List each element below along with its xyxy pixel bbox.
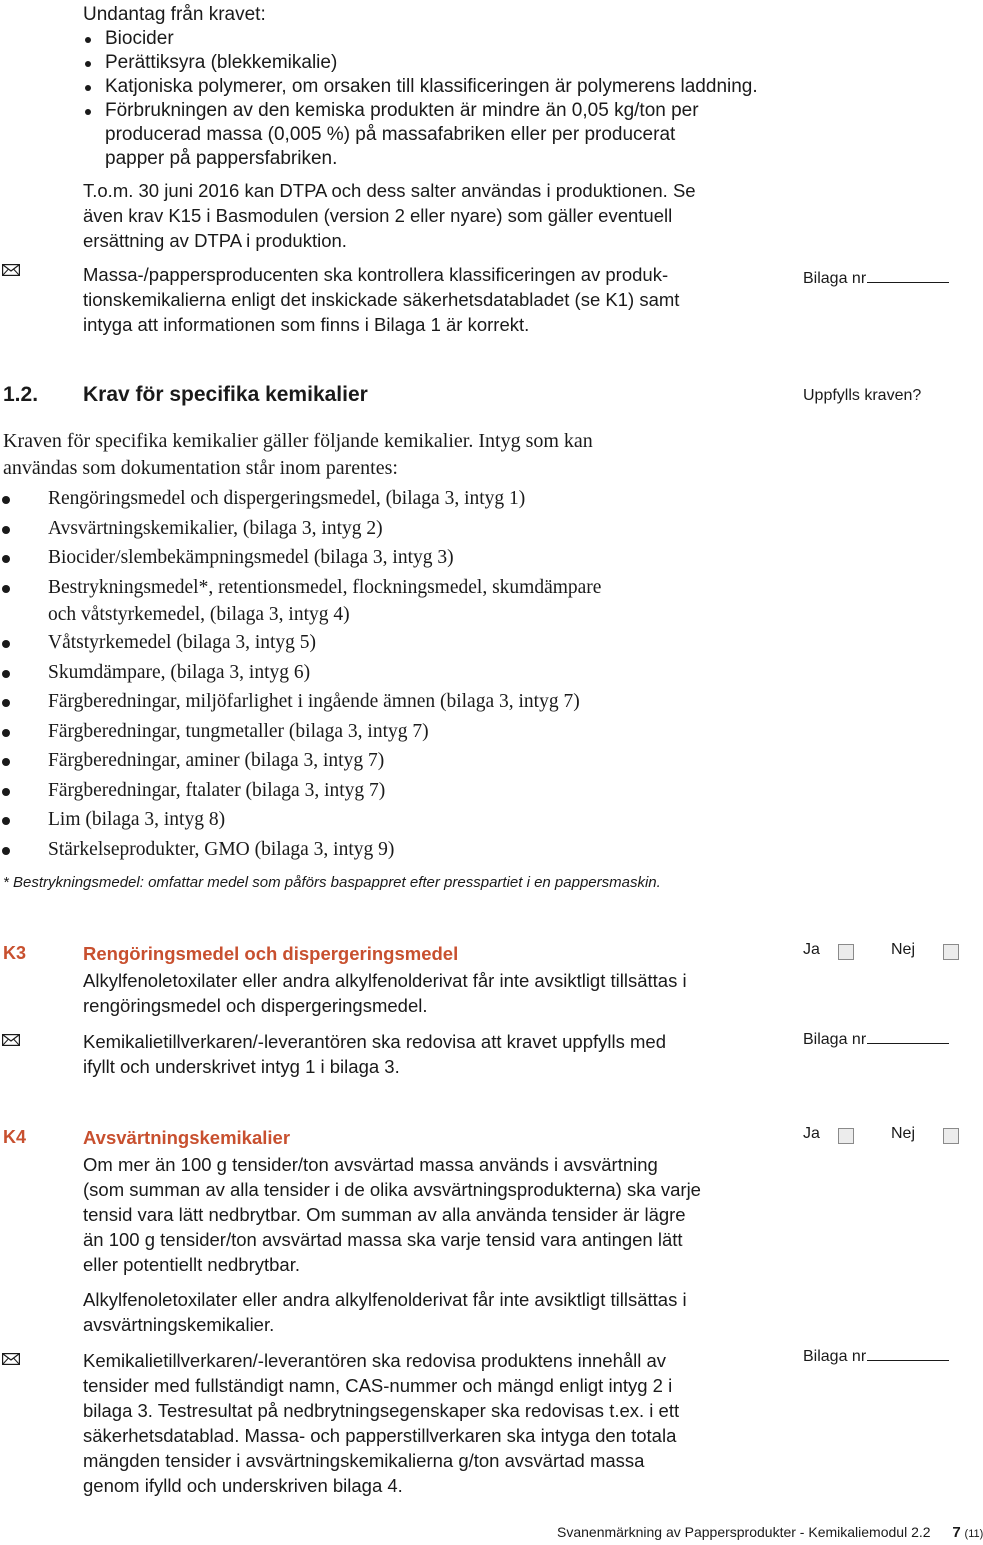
verify-line: intyga att informationen som finns i Bilaga 1 är korrekt. (83, 314, 530, 335)
nej-label: Nej (891, 941, 916, 958)
section-intro (3, 428, 593, 482)
page-footer (557, 1524, 983, 1541)
k4-verify-line: tensider med fullständigt namn, CAS-nummer och mängd enligt intyg 2 i (83, 1375, 673, 1396)
bilaga-field[interactable] (803, 268, 949, 288)
bilaga-blank[interactable] (867, 268, 949, 283)
k4-verify-line: säkerhetsdatablad. Massa- och papperstillverkaren ska intyga den totala (83, 1425, 677, 1446)
intro-line: användas som dokumentation står inom parentes: (3, 457, 398, 479)
status-label: Uppfylls kraven? (803, 387, 922, 404)
exception-item: Katjoniska polymerer, om orsaken till klassificeringen är polymerens laddning. (83, 75, 758, 99)
k4-verify-line: mängden tensider i avsvärtningskemikalierna g/ton avsvärtad massa (83, 1450, 645, 1471)
k4-code: K4 (3, 1127, 27, 1147)
bilaga-label: Bilaga nr (803, 1348, 867, 1365)
k4-body-line: tensid vara lätt nedbrytbar. Om summan av alla använda tensider är lägre (83, 1204, 686, 1225)
footnote: * Bestrykningsmedel: omfattar medel som påförs baspappret efter presspartiet i en pappersmaskin. (3, 874, 661, 891)
k4-body (83, 1152, 701, 1277)
exception-block (83, 3, 758, 171)
list-item: Färgberedningar, miljöfarlighet i ingående ämnen (bilaga 3, intyg 7) (0, 687, 601, 717)
section-number: 1.2. (3, 383, 39, 406)
list-item: Färgberedningar, tungmetaller (bilaga 3, intyg 7) (0, 717, 601, 747)
footer-title: Svanenmärkning av Pappersprodukter - Kemikaliemodul 2.2 (557, 1524, 931, 1540)
bilaga-blank[interactable] (867, 1029, 949, 1044)
exception-item-cont: producerad massa (0,005 %) på massafabriken eller per producerat (105, 124, 676, 145)
nej-checkbox[interactable] (943, 944, 959, 960)
k3-verify-line: ifyllt och underskrivet intyg 1 i bilaga 3. (83, 1056, 400, 1077)
list-item: Skumdämpare, (bilaga 3, intyg 6) (0, 658, 601, 688)
list-item-cont: och våtstyrkemedel, (bilaga 3, intyg 4) (48, 604, 350, 625)
intro-line: Kraven för specifika kemikalier gäller följande kemikalier. Intyg som kan (3, 430, 593, 452)
ja-checkbox[interactable] (838, 944, 854, 960)
exception-item: Biocider (83, 27, 758, 51)
exception-item-cont: papper på pappersfabriken. (105, 148, 338, 169)
k3-body-line: Alkylfenoletoxilater eller andra alkylfenolderivat får inte avsiktligt tillsättas i (83, 970, 687, 991)
envelope-icon (2, 1034, 20, 1046)
k4-title: Avsvärtningskemikalier (83, 1127, 291, 1148)
ja-label: Ja (803, 1125, 820, 1142)
list-item: Lim (bilaga 3, intyg 8) (0, 805, 601, 835)
k3-body (83, 968, 687, 1018)
k4-verify-line: Kemikalietillverkaren/-leverantören ska redovisa produktens innehåll av (83, 1350, 667, 1371)
exception-item: Förbrukningen av den kemiska produkten är mindre än 0,05 kg/ton per (83, 99, 758, 123)
exception-item: Perättiksyra (blekkemikalie) (83, 51, 758, 75)
k3-verify-line: Kemikalietillverkaren/-leverantören ska redovisa att kravet uppfylls med (83, 1031, 667, 1052)
bilaga-label: Bilaga nr (803, 1031, 867, 1048)
bilaga-field[interactable] (803, 1346, 949, 1366)
k4-verify-line: genom ifylld och underskriven bilaga 4. (83, 1475, 403, 1496)
exception-heading: Undantag från kravet: (83, 4, 266, 25)
k3-title: Rengöringsmedel och dispergeringsmedel (83, 943, 459, 964)
k3-verify (83, 1029, 666, 1079)
nej-label: Nej (891, 1125, 916, 1142)
list-item: Avsvärtningskemikalier, (bilaga 3, intyg 2) (0, 514, 601, 544)
k4-body-line: eller potentiellt nedbrytbar. (83, 1254, 300, 1275)
k4-body-line: än 100 g tensider/ton avsvärtad massa ska varje tensid vara antingen lätt (83, 1229, 683, 1250)
k3-body-line: rengöringsmedel och dispergeringsmedel. (83, 995, 428, 1016)
note-line: även krav K15 i Basmodulen (version 2 eller nyare) som gäller eventuell (83, 205, 673, 226)
k4-verify (83, 1348, 679, 1498)
k4-body-line: avsvärtningskemikalier. (83, 1314, 275, 1335)
bilaga-label: Bilaga nr (803, 270, 867, 287)
list-item: Färgberedningar, aminer (bilaga 3, intyg 7) (0, 746, 601, 776)
chemical-list (0, 484, 601, 864)
ja-label: Ja (803, 941, 820, 958)
verify-line: Massa-/pappersproducenten ska kontrollera klassificeringen av produk- (83, 264, 669, 285)
section-title: Krav för specifika kemikalier (83, 383, 368, 406)
k4-body-line: (som summan av alla tensider i de olika avsvärtningsprodukterna) ska varje (83, 1179, 701, 1200)
list-item: Rengöringsmedel och dispergeringsmedel, (bilaga 3, intyg 1) (0, 484, 601, 514)
list-item: Biocider/slembekämpningsmedel (bilaga 3, intyg 3) (0, 543, 601, 573)
k4-body2 (83, 1287, 687, 1337)
k3-code: K3 (3, 943, 27, 963)
bilaga-blank[interactable] (867, 1346, 949, 1361)
list-item: Våtstyrkemedel (bilaga 3, intyg 5) (0, 628, 601, 658)
verify1-text (83, 262, 679, 337)
list-item: Färgberedningar, ftalater (bilaga 3, intyg 7) (0, 776, 601, 806)
ja-checkbox[interactable] (838, 1128, 854, 1144)
page-number: 7 (952, 1524, 961, 1541)
envelope-icon (2, 1353, 20, 1365)
list-item: Stärkelseprodukter, GMO (bilaga 3, intyg 9) (0, 835, 601, 865)
note-line: ersättning av DTPA i produktion. (83, 230, 347, 251)
k4-verify-line: bilaga 3. Testresultat på nedbrytningsegenskaper ska redovisas t.ex. i ett (83, 1400, 680, 1421)
envelope-icon (2, 264, 20, 276)
page-total: (11) (964, 1528, 983, 1540)
k4-body-line: Om mer än 100 g tensider/ton avsvärtad massa används i avsvärtning (83, 1154, 658, 1175)
nej-checkbox[interactable] (943, 1128, 959, 1144)
note-line: T.o.m. 30 juni 2016 kan DTPA och dess salter användas i produktionen. Se (83, 180, 696, 201)
exception-note (83, 178, 696, 253)
list-item: Bestrykningsmedel*, retentionsmedel, flockningsmedel, skumdämpare (0, 573, 601, 603)
k4-body-line: Alkylfenoletoxilater eller andra alkylfenolderivat får inte avsiktligt tillsättas i (83, 1289, 687, 1310)
verify-line: tionskemikalierna enligt det inskickade säkerhetsdatabladet (se K1) samt (83, 289, 680, 310)
bilaga-field[interactable] (803, 1029, 949, 1049)
